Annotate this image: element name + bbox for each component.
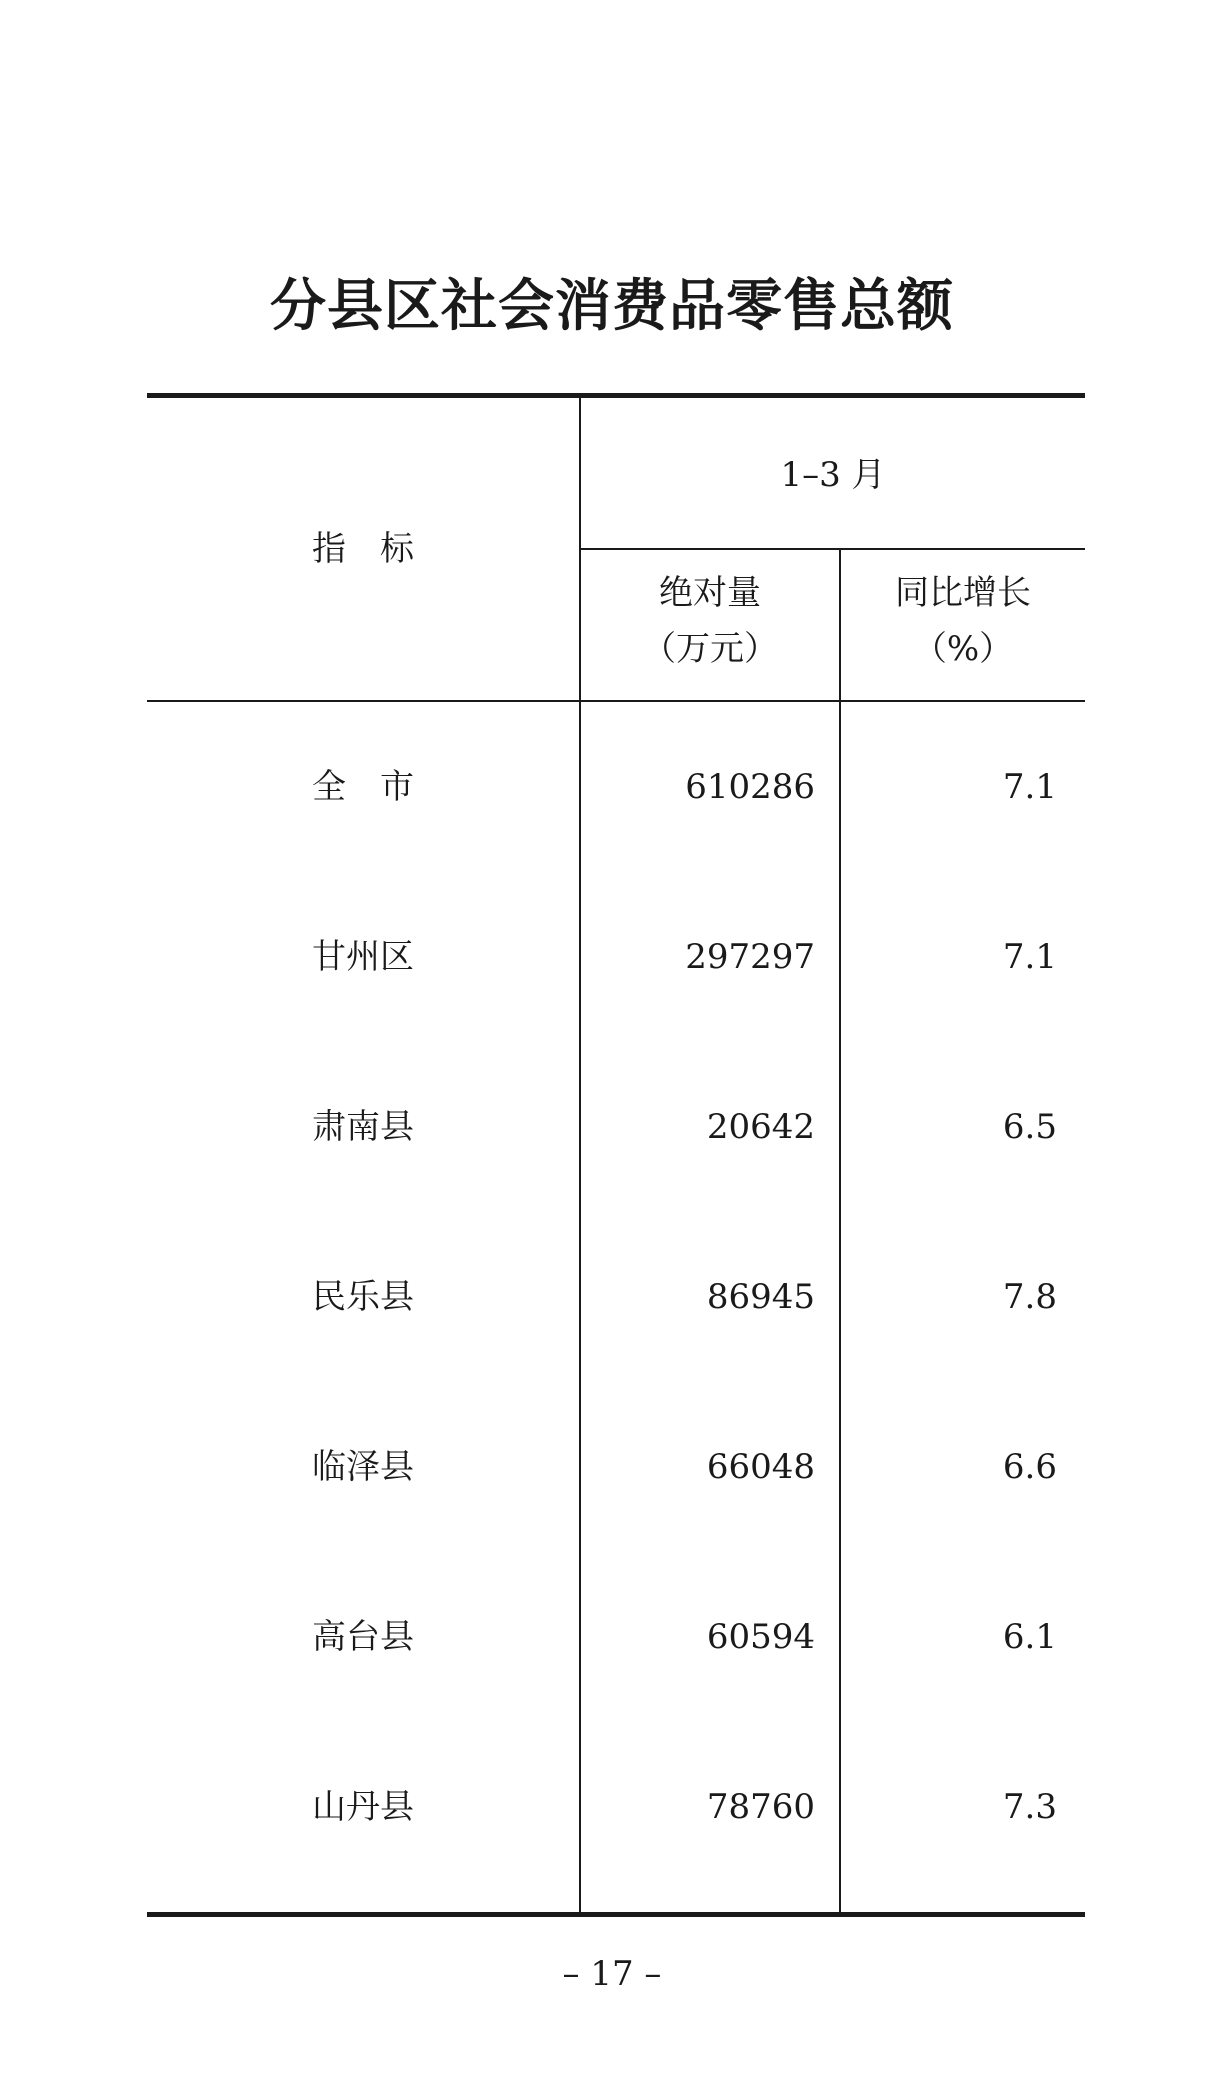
row-growth: 7.8 [1002,1277,1057,1317]
row-value: 610286 [685,767,815,807]
row-value: 20642 [706,1107,815,1147]
row-name: 民乐县 [312,1277,414,1317]
header-bottom-rule [147,700,1085,702]
header-growth [841,565,1085,677]
page-number: – 17 – [562,1954,662,1994]
row-value: 297297 [685,937,815,977]
row-name: 全 市 [312,767,414,807]
row-name: 山丹县 [312,1787,414,1827]
row-value: 66048 [706,1447,815,1487]
row-growth: 7.3 [1002,1787,1057,1827]
header-period: 1–3 月 [780,455,886,495]
row-growth: 6.5 [1002,1107,1057,1147]
page-title: 分县区社会消费品零售总额 [270,274,954,339]
row-value: 60594 [706,1617,815,1657]
row-value: 86945 [706,1277,815,1317]
row-growth: 6.1 [1002,1617,1057,1657]
row-value: 78760 [706,1787,815,1827]
row-growth: 7.1 [1002,767,1057,807]
header-absolute-value [581,565,839,677]
row-name: 甘州区 [312,937,414,977]
row-name: 肃南县 [312,1107,414,1147]
column-divider-2 [839,548,841,1917]
table-top-rule [147,393,1085,398]
header-absolute-value-label: 绝对量 [659,573,761,613]
row-growth: 7.1 [1002,937,1057,977]
header-growth-unit: （%） [912,629,1014,669]
header-growth-label: 同比增长 [895,573,1031,613]
row-growth: 6.6 [1002,1447,1057,1487]
table-bottom-rule [147,1912,1085,1917]
row-name: 高台县 [312,1617,414,1657]
data-table [147,393,1085,1917]
period-rule [579,548,1085,550]
header-absolute-value-unit: （万元） [642,629,778,669]
header-indicator: 指 标 [312,529,414,569]
row-name: 临泽县 [312,1447,414,1487]
